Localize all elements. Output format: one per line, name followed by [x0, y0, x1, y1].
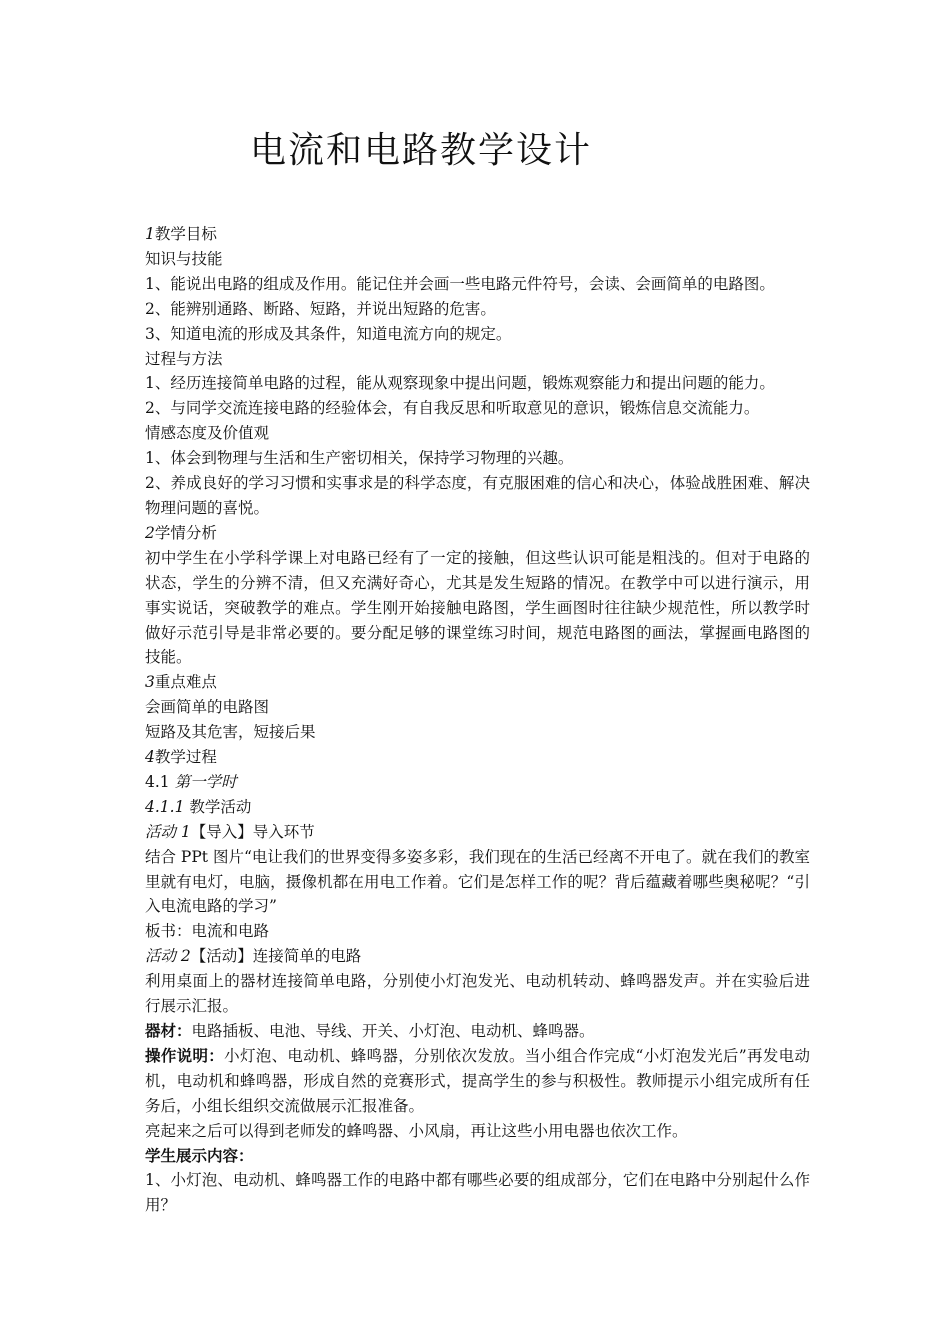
operation-text: 小灯泡、电动机、蜂鸣器，分别依次发放。当小组合作完成“小灯泡发光后”再发电动机，电动机和蜂鸣器，形成自然的竞赛形式，提高学生的参与积极性。教师提示小组完成所有任务后，小组长组织交流做展示汇报准备。: [145, 1046, 810, 1115]
equipment-text: 电路插板、电池、导线、开关、小灯泡、电动机、蜂鸣器。: [191, 1022, 595, 1040]
activity-2-heading: [145, 944, 810, 969]
heading-text: 教学目标: [154, 225, 217, 243]
heading-process: [145, 745, 810, 770]
heading-number: 4.1: [145, 772, 170, 791]
heading-text: 重点难点: [154, 673, 217, 692]
document-title: 电流和电路教学设计: [250, 130, 593, 171]
objective-item: 3、知道电流的形成及其条件，知道电流方向的规定。: [145, 324, 512, 343]
key-point: 短路及其危害，短接后果: [145, 723, 316, 742]
heading-text: 教学过程: [154, 748, 217, 767]
equipment-line: [145, 1019, 810, 1044]
question-item: 1、小灯泡、电动机、蜂鸣器工作的电路中都有哪些必要的组成部分，它们在电路中分别起什么作用？: [145, 1171, 810, 1215]
objective-item: 1、体会到物理与生活和生产密切相关，保持学习物理的兴趣。: [145, 449, 574, 468]
objective-item: 2、养成良好的学习习惯和实事求是的科学态度，有克服困难的信心和决心，体验战胜困难、解决物理问题的喜悦。: [145, 474, 810, 517]
heading-number: 3: [145, 673, 155, 692]
activity-title: 【活动】连接简单的电路: [190, 947, 362, 966]
heading-analysis: [145, 521, 810, 546]
heading-key-points: [145, 670, 810, 695]
heading-text: 学情分析: [154, 523, 217, 542]
subheading-knowledge: 知识与技能: [145, 249, 223, 268]
key-point: 会画简单的电路图: [145, 698, 270, 717]
intro-paragraph: 结合 PPt 图片“电让我们的世界变得多姿多彩，我们现在的生活已经离不开电了。就在我们的教室里就有电灯，电脑，摄像机都在用电工作着。它们是怎样工作的呢？背后蕴藏着哪些奥秘呢？“引入电流电路的学习”: [145, 847, 810, 916]
operation-label: 操作说明：: [145, 1045, 225, 1065]
heading-objectives: [145, 222, 810, 247]
subheading-process: 过程与方法: [145, 349, 223, 368]
subheading-attitude: 情感态度及价值观: [145, 424, 270, 443]
activity-title: 【导入】导入环节: [190, 822, 315, 841]
followup-line: 亮起来之后可以得到老师发的蜂鸣器、小风扇，再让这些小用电器也依次工作。: [145, 1121, 688, 1140]
objective-item: 2、与同学交流连接电路的经验体会，有自我反思和听取意见的意识，锻炼信息交流能力。: [145, 399, 760, 418]
analysis-paragraph: 初中学生在小学科学课上对电路已经有了一定的接触，但这些认识可能是粗浅的。但对于电路的状态，学生的分辨不清，但又充满好奇心，尤其是发生短路的情况。在教学中可以进行演示，用事实说话，突破教学的难点。学生刚开始接触电路图，学生画图时往往缺少规范性，所以教学时做好示范引导是非常必要的。要分配足够的课堂练习时间，规范电路图的画法，掌握画电路图的技能。: [145, 548, 810, 667]
board-note: 板书：电流和电路: [145, 922, 270, 941]
activity-2-description: 利用桌面上的器材连接简单电路，分别使小灯泡发光、电动机转动、蜂鸣器发声。并在实验后进行展示汇报。: [145, 972, 810, 1016]
heading-number: 2: [145, 523, 155, 542]
heading-number: 4: [145, 748, 155, 767]
activity-label: 活动 1: [145, 822, 191, 841]
heading-first-lesson: [145, 770, 810, 795]
operation-paragraph: [145, 1044, 810, 1119]
student-show-label: 学生展示内容：: [145, 1145, 254, 1165]
objective-item: 1、经历连接简单电路的过程，能从观察现象中提出问题，锻炼观察能力和提出问题的能力。: [145, 374, 775, 393]
activity-1-heading: [145, 820, 810, 845]
heading-activities: [145, 795, 810, 820]
document-body: [145, 222, 810, 1218]
activity-label: 活动 2: [145, 947, 191, 966]
objective-item: 1、能说出电路的组成及作用。能记住并会画一些电路元件符号，会读、会画简单的电路图。: [145, 274, 775, 293]
objective-item: 2、能辨别通路、断路、短路，并说出短路的危害。: [145, 299, 496, 318]
heading-text: 第一学时: [174, 772, 237, 791]
heading-text: 教学活动: [189, 797, 252, 816]
equipment-label: 器材：: [145, 1021, 192, 1040]
heading-number: 1: [145, 225, 155, 243]
heading-number: 4.1.1: [145, 797, 185, 816]
